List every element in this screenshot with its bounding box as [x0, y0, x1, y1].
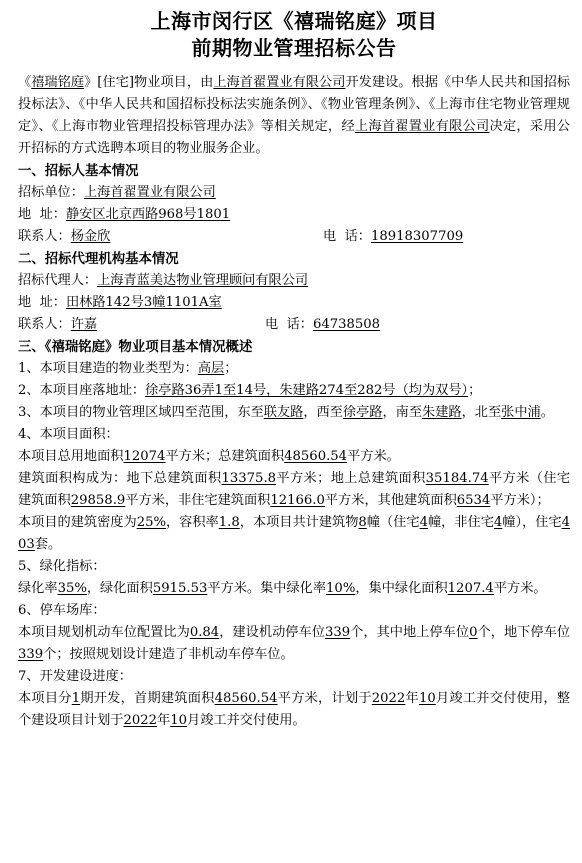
agent-name: 招标代理人：上海青蓝美达物业管理顾问有限公司	[18, 273, 309, 288]
property-type: 1、本项目建造的物业类型为：高层；	[18, 361, 238, 376]
agent-contact-row: 联系人：许嘉 电 话：64738508	[18, 317, 381, 332]
developer-name: 上海首翟置业有限公司	[213, 75, 346, 90]
parking-details: 本项目规划机动车位配置比为0.84，建设机动停车位339个，其中地上停车位0个，地下停车位339个；按照规划设计建造了非机动车停车位。	[18, 625, 571, 662]
schedule-heading: 7、开发建设进度：	[18, 669, 132, 684]
intro-paragraph: 《禧瑞铭庭》[住宅]物业项目，由上海首翟置业有限公司开发建设。根据《中华人民共和国招标投标法》、《中华人民共和国招标投标法实施条例》、《物业管理条例》、《上海市住宅物业管理规定》、《上海市物业管理招投标管理办法》等相关规定，经上海首翟置业有限公司决定，采用公开招标的方式选聘本项目的物业服务企业。	[18, 75, 571, 156]
agent-address: 地 址：田林路142号3幢1101A室	[18, 295, 222, 310]
tenderer-address: 地 址：静安区北京西路968号1801	[18, 207, 231, 222]
greening-rate: 绿化率35%，绿化面积5915.53平方米。集中绿化率10%，集中绿化面积1207.4平方米。	[18, 581, 547, 596]
parking-heading: 6、停车场库：	[18, 603, 106, 618]
notice-subtitle: 前期物业管理招标公告	[191, 36, 397, 60]
property-boundaries: 3、本项目的物业管理区域四至范围，东至联友路，西至徐亭路，南至朱建路，北至张中浦。	[18, 405, 554, 420]
schedule-details: 本项目分1期开发，首期建筑面积48560.54平方米，计划于2022年10月竣工并交付使用，整个建设项目计划于2022年10月竣工并交付使用。	[18, 691, 571, 728]
section-2-heading: 二、招标代理机构基本情况	[18, 251, 179, 267]
building-density: 本项目的建筑密度为25%，容积率1.8，本项目共计建筑物8幢（住宅4幢，非住宅4幢），住宅403套。	[18, 515, 571, 552]
tenderer-contact-row: 联系人：杨金欣 电 话：18918307709	[18, 229, 464, 244]
total-area: 本项目总用地面积12074平方米；总建筑面积48560.54平方米。	[18, 449, 400, 464]
area-heading: 4、本项目面积：	[18, 427, 119, 442]
tenderer-unit: 招标单位：上海首翟置业有限公司	[18, 185, 216, 200]
project-name: 禧瑞铭庭	[31, 75, 85, 90]
developer-name-2: 上海首翟置业有限公司	[354, 119, 490, 134]
area-composition: 建筑面积构成为：地下总建筑面积13375.8平方米；地上总建筑面积35184.74平方米（住宅建筑面积29858.9平方米，非住宅建筑面积12166.0平方米，其他建筑面积6534平方米）；	[18, 471, 571, 508]
section-1-heading: 一、招标人基本情况	[18, 163, 139, 179]
property-address: 2、本项目座落地址：徐亭路36弄1至14号，朱建路274至282号（均为双号）；	[18, 383, 482, 398]
notice-title: 上海市闵行区《禧瑞铭庭》项目	[150, 9, 438, 33]
greening-heading: 5、绿化指标：	[18, 559, 106, 574]
section-3-heading: 三、《禧瑞铭庭》物业项目基本情况概述	[18, 339, 253, 355]
